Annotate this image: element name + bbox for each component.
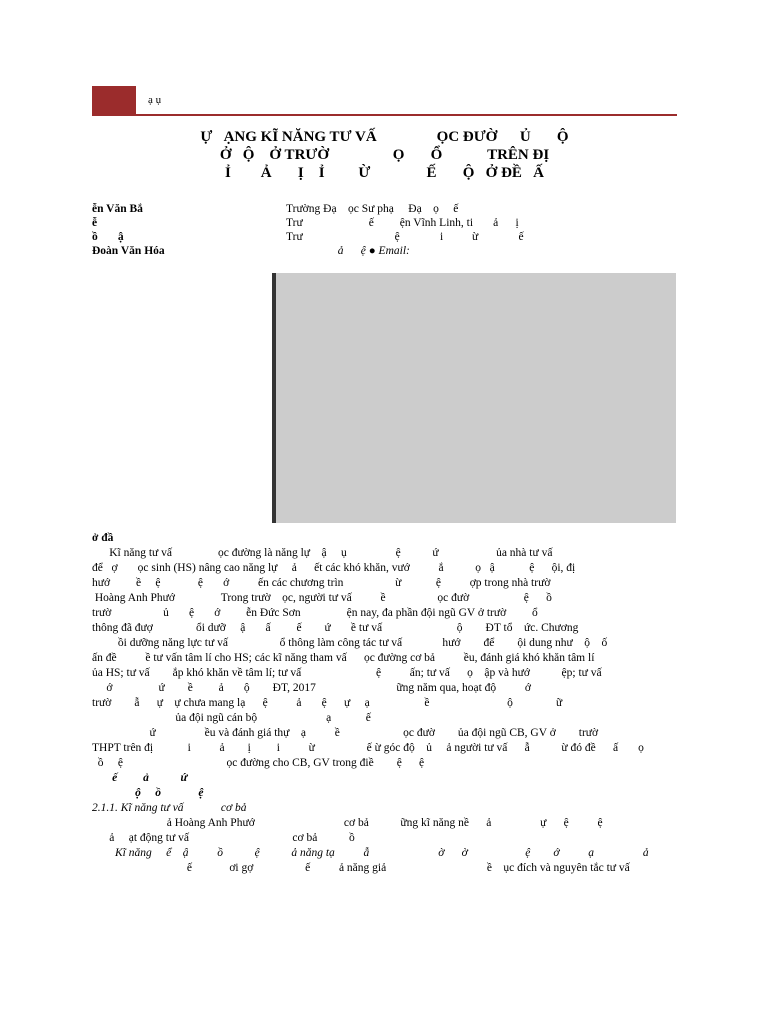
body-line: THPT trên đị i ả ị i ừ ế ừ góc độ ủ ả người tư vấ ẫ ừ đó đề ấ ọ bbox=[92, 742, 644, 754]
paper-title bbox=[92, 128, 677, 182]
author-name: ễn Văn Bắ bbox=[92, 203, 143, 215]
body-line: ớ ứ ề ả ộ ĐT, 2017 ững năm qua, hoạt độ ớ bbox=[92, 682, 532, 694]
subsection-heading: ế ả ứ bbox=[92, 772, 188, 784]
author-affiliation: Trư ế ện Vĩnh Linh, ti ả ị bbox=[286, 217, 519, 229]
body-line: ủa HS; tư vấ ắp khó khăn về tâm lí; tư vấ ệ ấn; tư vấ ọ ập và hướ ệp; tư vấ bbox=[92, 667, 602, 679]
body-line: ả ạt động tư vấ cơ bả ồ bbox=[92, 832, 355, 844]
author-row bbox=[92, 244, 677, 258]
body-line: ả Hoàng Anh Phướ cơ bả ững kĩ năng nề ả ự ệ ệ bbox=[92, 817, 603, 829]
title-line-1: Ự ẠNG KĨ NĂNG TƯ VẤ ỌC ĐƯỜ Ủ Ộ bbox=[200, 129, 569, 145]
body-line: ấn đề ề tư vấn tâm lí cho HS; các kĩ năng tham vấ ọc đường cơ bả ều, đánh giá khó khăn tâm lí bbox=[92, 652, 595, 664]
body-line: Kĩ năng ể ậ ồ ệ ả năng tạ ẫ ờ ờ ệ ớ ạ ả bbox=[92, 847, 649, 859]
body-text bbox=[92, 531, 677, 876]
author-email: ả ệ ● Email: bbox=[286, 245, 410, 257]
body-line: ứ ều và đánh giá thự ạ ề ọc đườ ủa đội ngũ CB, GV ở trườ bbox=[92, 727, 599, 739]
author-name: ồ ậ bbox=[92, 231, 124, 243]
body-line: trườ ủ ệ ớ ễn Đức Sơn ện nay, đa phần đội ngũ GV ở trườ ổ bbox=[92, 607, 538, 619]
author-name: ễ bbox=[92, 217, 98, 229]
author-row bbox=[92, 202, 677, 216]
abstract-box bbox=[272, 273, 676, 523]
body-line: ủa đội ngũ cán bộ ạ ế bbox=[92, 712, 371, 724]
author-name: Đoàn Văn Hóa bbox=[92, 245, 165, 257]
body-line: Hoàng Anh Phướ Trong trườ ọc, người tư vấ ề ọc đườ ệ ồ bbox=[92, 592, 552, 604]
body-line: để ợ ọc sinh (HS) nâng cao năng lự ả ết các khó khăn, vướ ắ ọ ậ ệ ội, đị bbox=[92, 562, 576, 574]
section-heading: ở đầ bbox=[92, 532, 114, 544]
body-line: ồi dưỡng năng lực tư vấ ổ thông làm công tác tư vấ hướ để ội dung như ộ ố bbox=[92, 637, 608, 649]
author-affiliation: Trư ệ i ừ ế bbox=[286, 231, 524, 243]
body-line: trườ ẫ ự ự chưa mang lạ ệ ả ệ ự ạ ề ộ ữ bbox=[92, 697, 563, 709]
author-row bbox=[92, 230, 677, 244]
body-line: thông đã đượ ổi dưỡ ậ ấ ế ứ ề tư vấ ộ ĐT tổ ức. Chương bbox=[92, 622, 579, 634]
header-rule bbox=[92, 114, 677, 116]
author-affiliation: Trường Đạ ọc Sư phạ Đạ ọ ế bbox=[286, 203, 459, 215]
title-line-3: Ỉ Ả Ị Ỉ Ừ Ế Ộ Ở ĐỀ Ấ bbox=[224, 165, 545, 181]
subsection-heading: ộ ồ ệ bbox=[92, 787, 204, 799]
title-line-2: Ở Ộ Ở TRƯỜ Ọ Ổ TRÊN ĐỊ bbox=[219, 147, 550, 163]
body-line: ế ơi gợ ế ả năng giả ề ục đích và nguyên tắc tư vấ bbox=[92, 862, 630, 874]
running-header: ạ ụ bbox=[148, 94, 162, 106]
subsection-title: 2.1.1. Kĩ năng tư vấ cơ bả bbox=[92, 802, 247, 814]
body-line: Kĩ năng tư vấ ọc đường là năng lự ậ ụ ệ ứ ủa nhà tư vấ bbox=[92, 547, 553, 559]
header-color-block bbox=[92, 86, 136, 114]
author-row bbox=[92, 216, 677, 230]
body-line: hướ ề ệ ệ ớ ến các chương trìn ừ ệ ợp trong nhà trườ bbox=[92, 577, 551, 589]
body-line: ồ ệ ọc đường cho CB, GV trong điề ệ ệ bbox=[92, 757, 425, 769]
author-block bbox=[92, 202, 677, 258]
